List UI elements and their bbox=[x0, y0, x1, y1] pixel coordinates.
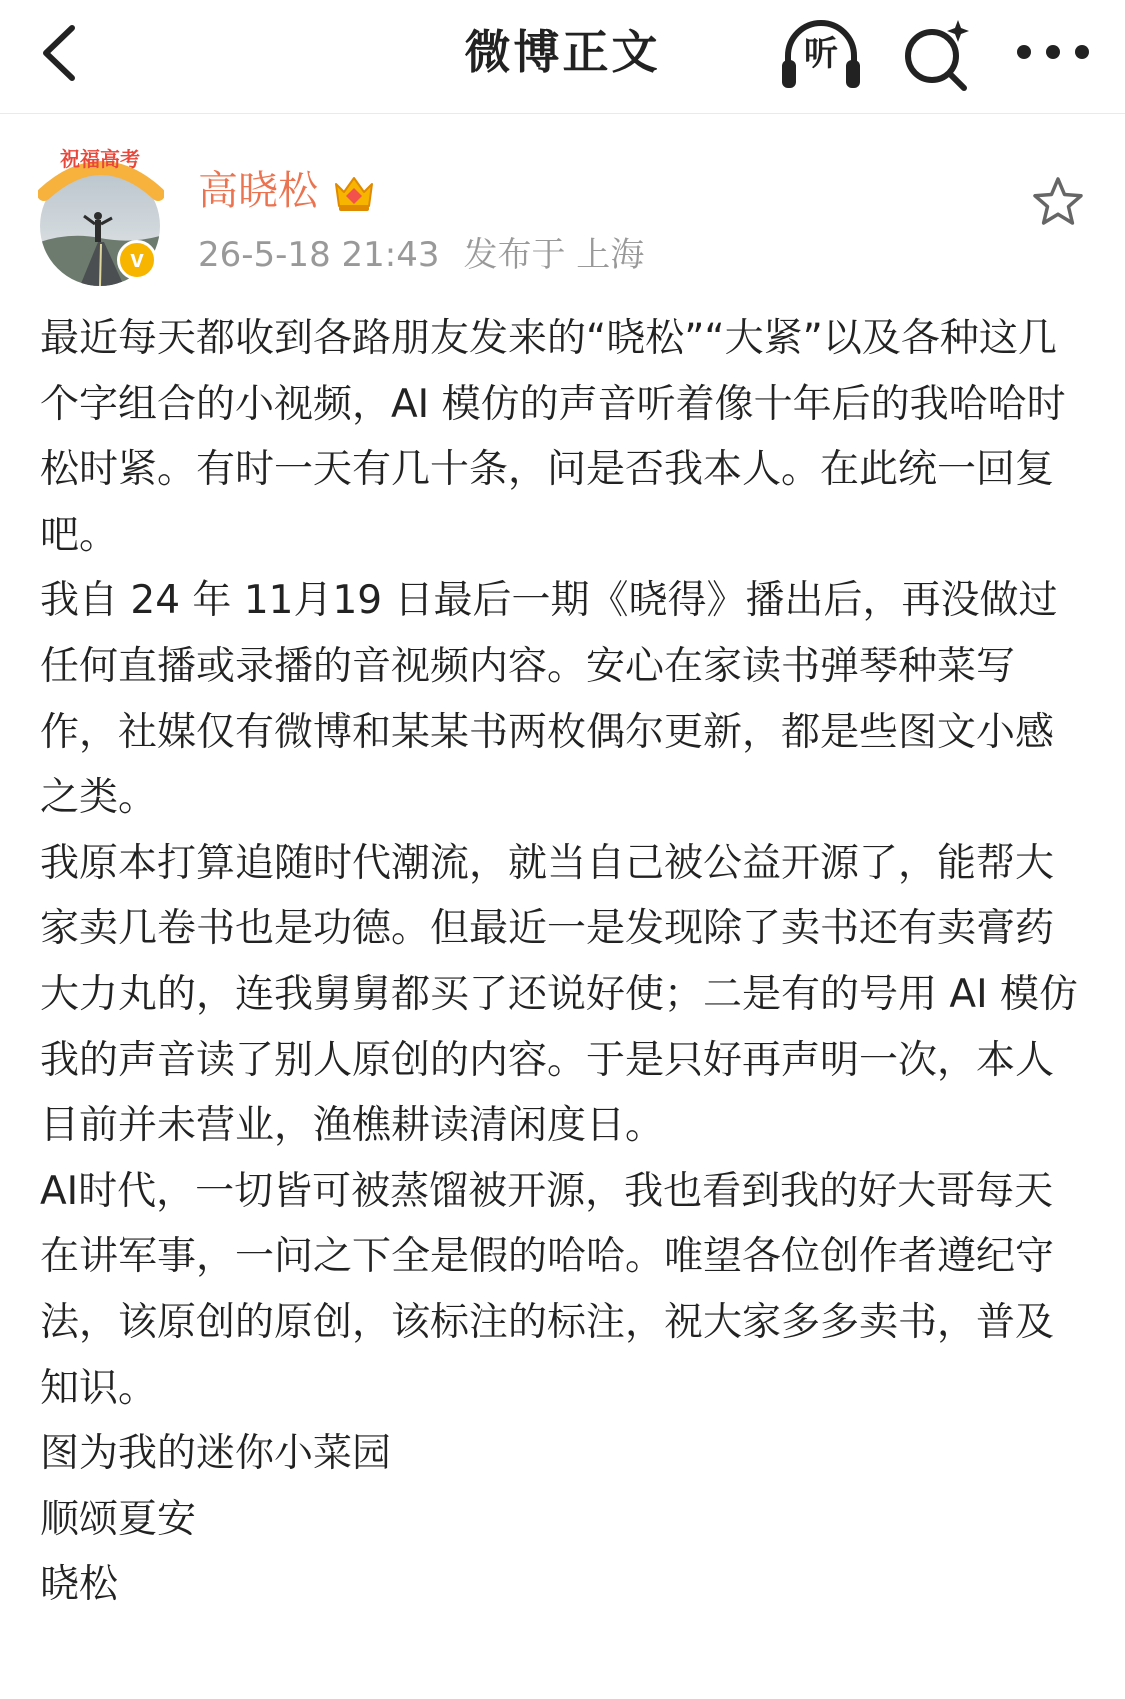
post-meta bbox=[198, 232, 644, 278]
post-location: 发布于 上海 bbox=[463, 235, 645, 275]
page-title: 微博正文 bbox=[464, 25, 661, 79]
listen-label: 听 bbox=[804, 34, 838, 74]
post-timestamp: 26-5-18 21:43 bbox=[198, 235, 440, 275]
post-paragraph-2: 我自 24 年 11月19 日最后一期《晓得》播出后，再没做过任何直播或录播的音视频内容。安心在家读书弹琴种菜写作，社媒仅有微博和某某书两枚偶尔更新，都是些图文小感之类。 bbox=[40, 578, 1058, 821]
post-paragraph-3: 我原本打算追随时代潮流，就当自己被公益开源了，能帮大家卖几卷书也是功德。但最近一是发现除了卖书还有卖膏药大力丸的，连我舅舅都买了还说好使；二是有的号用 AI 模仿我的声音读了别人原创的内容。于是只好再声明一次，本人目前并未营业，渔樵耕读清闲度日。 bbox=[40, 840, 1078, 1149]
favorite-star-icon[interactable] bbox=[1030, 174, 1086, 230]
post-paragraph-4: AI时代，一切皆可被蒸馏被开源，我也看到我的好大哥每天在讲军事，一问之下全是假的哈哈。唯望各位创作者遵纪守法，该原创的原创，该标注的标注，祝大家多多卖书，普及知识。 bbox=[40, 1168, 1055, 1411]
post-paragraph-6: 顺颂夏安 bbox=[40, 1496, 197, 1542]
avatar-badge-text: 祝福高考 bbox=[60, 147, 140, 171]
author-name[interactable]: 高晓松 bbox=[198, 168, 318, 214]
back-chevron-icon[interactable] bbox=[30, 18, 100, 88]
more-dots-icon[interactable] bbox=[1010, 22, 1096, 82]
post-paragraph-1: 最近每天都收到各路朋友发来的“晓松”“大紧”以及各种这几个字组合的小视频，AI 模仿的声音听着像十年后的我哈哈时松时紧。有时一天有几十条，问是否我本人。在此统一回复吧。 bbox=[40, 316, 1066, 558]
verified-badge: v bbox=[117, 240, 157, 280]
search-icon[interactable] bbox=[896, 14, 980, 98]
top-nav-bar bbox=[0, 0, 1125, 114]
listen-button[interactable] bbox=[778, 14, 864, 94]
vip-crown-icon[interactable] bbox=[332, 170, 376, 214]
post-content bbox=[40, 306, 1086, 1618]
post-paragraph-5: 图为我的迷你小菜园 bbox=[40, 1431, 392, 1477]
post-signature: 晓松 bbox=[40, 1562, 119, 1608]
